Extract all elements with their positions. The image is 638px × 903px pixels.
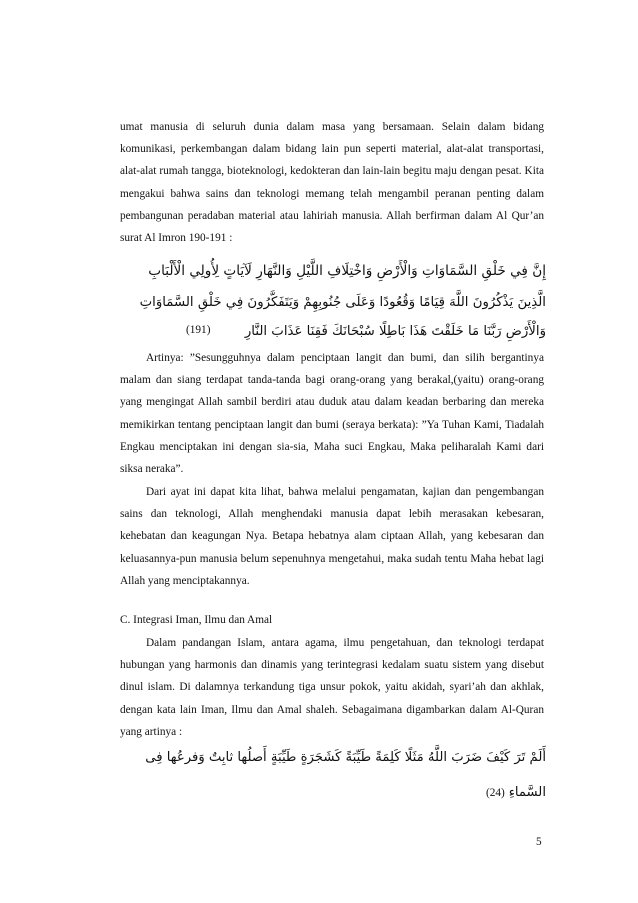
arabic-verse-24-line-2: السَّماءِ <box>508 785 546 800</box>
paragraph-integration: Dalam pandangan Islam, antara agama, ilmu pengetahuan, dan teknologi terdapat hubungan yang harmonis dan dinamis yang terintegrasi kedalam suatu sistem yang disebut dinul islam. Di dalamnya terkandung tiga unsur pokok, yaitu akidah, syari’ah dan akhlak, dengan kata lain Iman, Ilmu dan Amal shaleh. Sebagaimana digambarkan dalam Al-Quran yang artinya : <box>120 637 544 738</box>
paragraph-intro: umat manusia di seluruh dunia dalam masa yang bersamaan. Selain dalam bidang komunikasi, perkembangan dalam bidang lain pun seperti material, alat-alat transportasi, alat-alat rumah tangga, bioteknologi, kedokteran dan lain-lain begitu maju dengan pesat. Kita mengakui bahwa sains dan teknologi memang telah mengambil peranan penting dalam pembangunan peradaban material atau lahiriah manusia. Allah berfirman dalam Al Qur’an surat Al Imron 190-191 : <box>120 121 544 245</box>
section-heading: C. Integrasi Iman, Ilmu dan Amal <box>120 614 273 626</box>
page-number: 5 <box>536 836 542 848</box>
arabic-verse-191-line-1: الَّذِينَ يَذْكُرُونَ اللَّهَ قِيَامًا وَقُعُودًا وَعَلَى جُنُوبِهِمْ وَيَتَفَكَّرُونَ فِي خَلْقِ السَّمَاوَاتِ <box>139 295 546 310</box>
paragraph-translation: Artinya: ”Sesungguhnya dalam penciptaan langit dan bumi, dan silih bergantinya malam dan siang terdapat tanda-tanda bagi orang-orang yang berakal,(yaitu) orang-orang yang mengingat Allah sambil berdiri atau duduk atau dalam keadan berbaring dan mereka memikirkan tentang penciptaan langit dan bumi (seraya berkata): ”Ya Tuhan Kami, Tiadalah Engkau menciptakan ini dengan sia-sia, Maha suci Engkau, Maka peliharalah Kami dari siksa neraka”. <box>120 352 544 476</box>
arabic-verse-24-line-1: أَلَمْ تَرَ كَيْفَ ضَرَبَ اللَّهُ مَثَلًا كَلِمَةً طَيِّبَةً كَشَجَرَةٍ طَيِّبَةٍ أَصلُها ثابِتٌ وَفرعُها فِى <box>145 750 546 765</box>
arabic-verse-191-line-2: وَالْأَرْضِ رَبَّنَا مَا خَلَقْتَ هَذَا بَاطِلًا سُبْحَانَكَ فَقِنَا عَذَابَ النَّارِ <box>244 324 546 339</box>
paragraph-reflection: Dari ayat ini dapat kita lihat, bahwa melalui pengamatan, kajian dan pengembangan sains dan teknologi, Allah menghendaki manusia dapat lebih merasakan kebesaran, kehebatan dan keagungan Nya. Betapa hebatnya alam ciptaan Allah, yang kebesaran dan keluasannya-pun manusia belum sepenuhnya mengetahui, maka sudah tentu Maha hebat lagi Allah yang menciptakannya. <box>120 486 544 587</box>
verse-number-24: (24) <box>486 787 505 799</box>
arabic-verse-190: إِنَّ فِي خَلْقِ السَّمَاوَاتِ وَالْأَرْضِ وَاخْتِلَافِ اللَّيْلِ وَالنَّهَارِ لَآيَاتٍ لِأُولِي الْأَلْبَابِ <box>148 263 546 279</box>
verse-number-191: (191) <box>186 324 211 336</box>
